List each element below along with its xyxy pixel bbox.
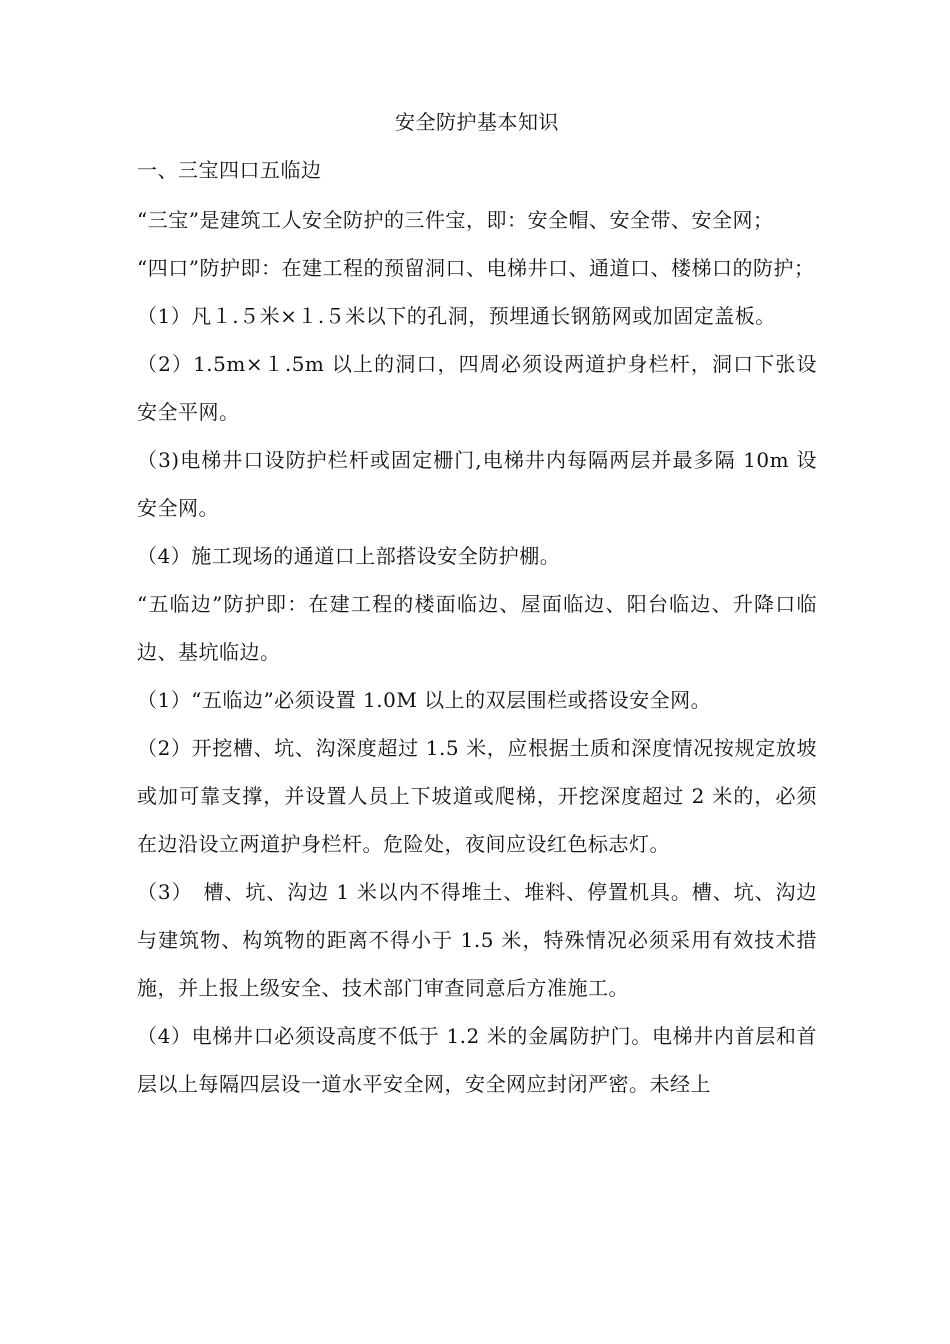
paragraph-edges-item-2: （2）开挖槽、坑、沟深度超过 1.5 米，应根据土质和深度情况按规定放坡或加可靠支撑，并设置人员上下坡道或爬梯，开挖深度超过 2 米的，必须在边沿设立两道护身栏杆。危险处，夜间应设红色标志灯。 (137, 736, 817, 856)
section-heading: 一、三宝四口五临边 (137, 158, 322, 182)
paragraph-edges-item-1: （1）“五临边”必须设置 1.0M 以上的双层围栏或搭设安全网。 (137, 688, 712, 712)
paragraph-three-treasures: “三宝”是建筑工人安全防护的三件宝，即：安全帽、安全带、安全网； (137, 208, 774, 232)
paragraph-openings-item-2: （2）1.5m×１.5m 以上的洞口，四周必须设两道护身栏杆，洞口下张设安全平网。 (137, 352, 817, 424)
paragraph-openings-item-3: （3)电梯井口设防护栏杆或固定栅门,电梯井内每隔两层并最多隔 10m 设安全网。 (137, 448, 817, 520)
paragraph-openings-item-4: （4）施工现场的通道口上部搭设安全防护棚。 (137, 544, 561, 568)
paragraph-four-openings: “四口”防护即：在建工程的预留洞口、电梯井口、通道口、楼梯口的防护； (137, 256, 815, 280)
document-title: 安全防护基本知识 (395, 110, 559, 134)
paragraph-edges-item-4: （4）电梯井口必须设高度不低于 1.2 米的金属防护门。电梯井内首层和首层以上每隔四层设一道水平安全网，安全网应封闭严密。未经上 (137, 1024, 817, 1096)
document-body (137, 100, 817, 1108)
paragraph-openings-item-1: （1）凡１.５米×１.５米以下的孔洞，预埋通长钢筋网或加固定盖板。 (137, 304, 776, 328)
paragraph-edges-item-3: （3） 槽、坑、沟边 1 米以内不得堆土、堆料、停置机具。槽、坑、沟边与建筑物、构筑物的距离不得小于 1.5 米，特殊情况必须采用有效技术措施，并上报上级安全、技术部门审查同意后方准施工。 (137, 880, 817, 1000)
paragraph-five-edges: “五临边”防护即：在建工程的楼面临边、屋面临边、阳台临边、升降口临边、基坑临边。 (137, 592, 817, 664)
